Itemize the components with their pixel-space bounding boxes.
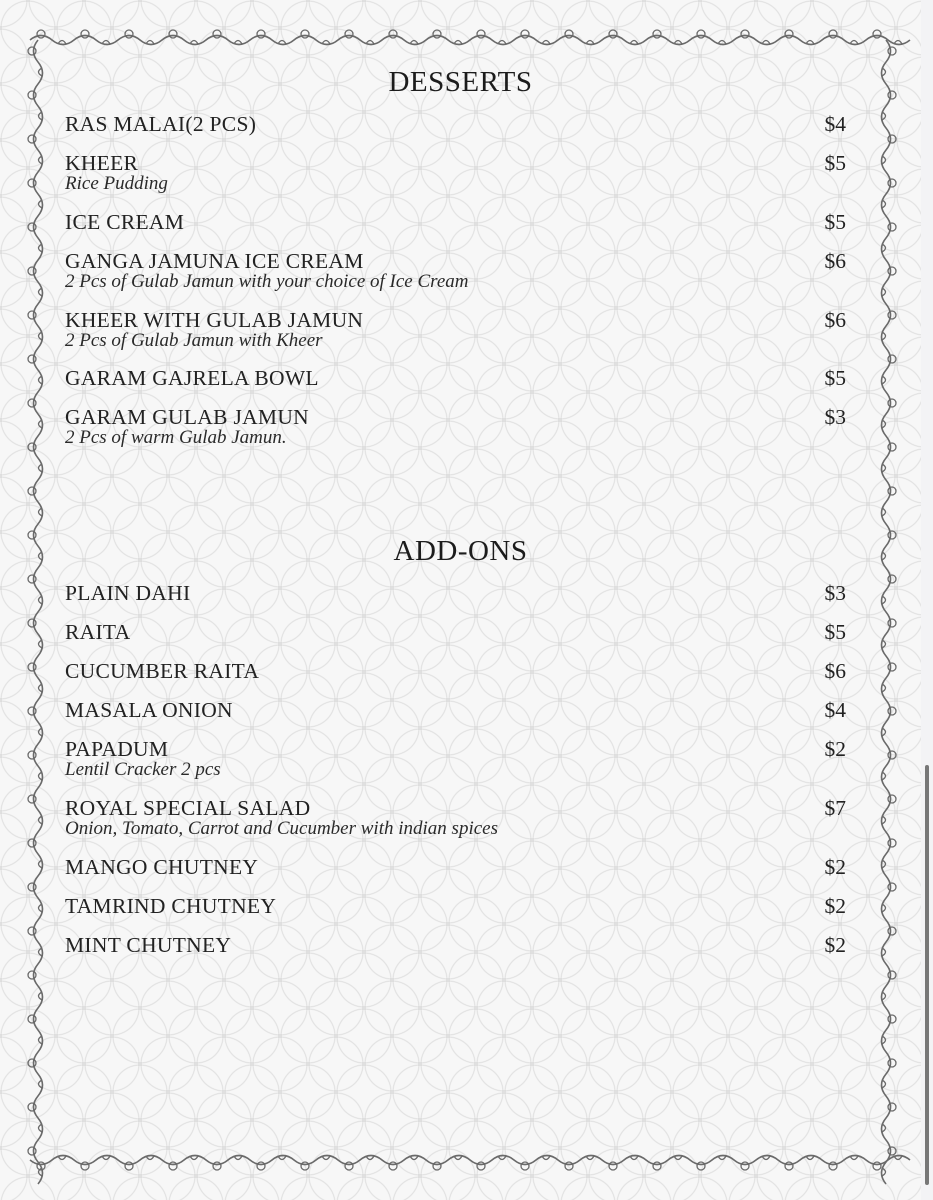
item-price: $5	[824, 151, 846, 175]
item-name: PLAIN DAHI	[65, 581, 191, 605]
desserts-title: DESSERTS	[388, 66, 533, 98]
menu-item	[65, 309, 846, 351]
item-price: $2	[824, 855, 846, 879]
add-ons-title: ADD-ONS	[393, 535, 528, 567]
item-name: ROYAL SPECIAL SALAD	[65, 796, 311, 820]
menu-item	[65, 856, 846, 878]
item-name: ICE CREAM	[65, 210, 185, 234]
menu-item	[65, 797, 846, 839]
menu-item	[65, 934, 846, 956]
item-description: 2 Pcs of Gulab Jamun with your choice of Ice Cream	[65, 271, 469, 292]
menu-item	[65, 895, 846, 917]
item-price: $6	[824, 308, 846, 332]
menu-item	[65, 211, 846, 233]
item-name: KHEER	[65, 151, 139, 175]
item-name: RAS MALAI(2 PCS)	[65, 112, 257, 136]
menu-item	[65, 621, 846, 643]
item-price: $3	[824, 581, 846, 605]
item-price: $7	[824, 796, 846, 820]
item-name: GARAM GAJRELA BOWL	[65, 366, 319, 390]
menu-item	[65, 113, 846, 135]
item-name: GANGA JAMUNA ICE CREAM	[65, 249, 364, 273]
item-price: $3	[824, 405, 846, 429]
menu-item	[65, 367, 846, 389]
item-price: $4	[824, 698, 846, 722]
item-name: TAMRIND CHUTNEY	[65, 894, 277, 918]
item-name: MANGO CHUTNEY	[65, 855, 259, 879]
menu-item	[65, 660, 846, 682]
item-description: 2 Pcs of Gulab Jamun with Kheer	[65, 330, 323, 351]
item-name: CUCUMBER RAITA	[65, 659, 260, 683]
item-description: Lentil Cracker 2 pcs	[65, 759, 221, 780]
menu-item	[65, 738, 846, 780]
item-price: $4	[824, 112, 846, 136]
menu-item	[65, 699, 846, 721]
item-price: $2	[824, 894, 846, 918]
item-name: MASALA ONION	[65, 698, 233, 722]
item-price: $2	[824, 933, 846, 957]
menu-item	[65, 406, 846, 448]
item-name: GARAM GULAB JAMUN	[65, 405, 310, 429]
item-name: RAITA	[65, 620, 131, 644]
item-description: Onion, Tomato, Carrot and Cucumber with indian spices	[65, 818, 498, 839]
item-price: $6	[824, 659, 846, 683]
item-name: PAPADUM	[65, 737, 169, 761]
menu-item	[65, 582, 846, 604]
item-name: KHEER WITH GULAB JAMUN	[65, 308, 364, 332]
menu-item	[65, 152, 846, 194]
vertical-scrollbar[interactable]	[925, 765, 929, 1185]
item-price: $6	[824, 249, 846, 273]
item-price: $5	[824, 620, 846, 644]
item-price: $5	[824, 366, 846, 390]
item-description: 2 Pcs of warm Gulab Jamun.	[65, 427, 287, 448]
item-price: $2	[824, 737, 846, 761]
item-description: Rice Pudding	[65, 173, 168, 194]
menu-item	[65, 250, 846, 292]
item-price: $5	[824, 210, 846, 234]
item-name: MINT CHUTNEY	[65, 933, 232, 957]
